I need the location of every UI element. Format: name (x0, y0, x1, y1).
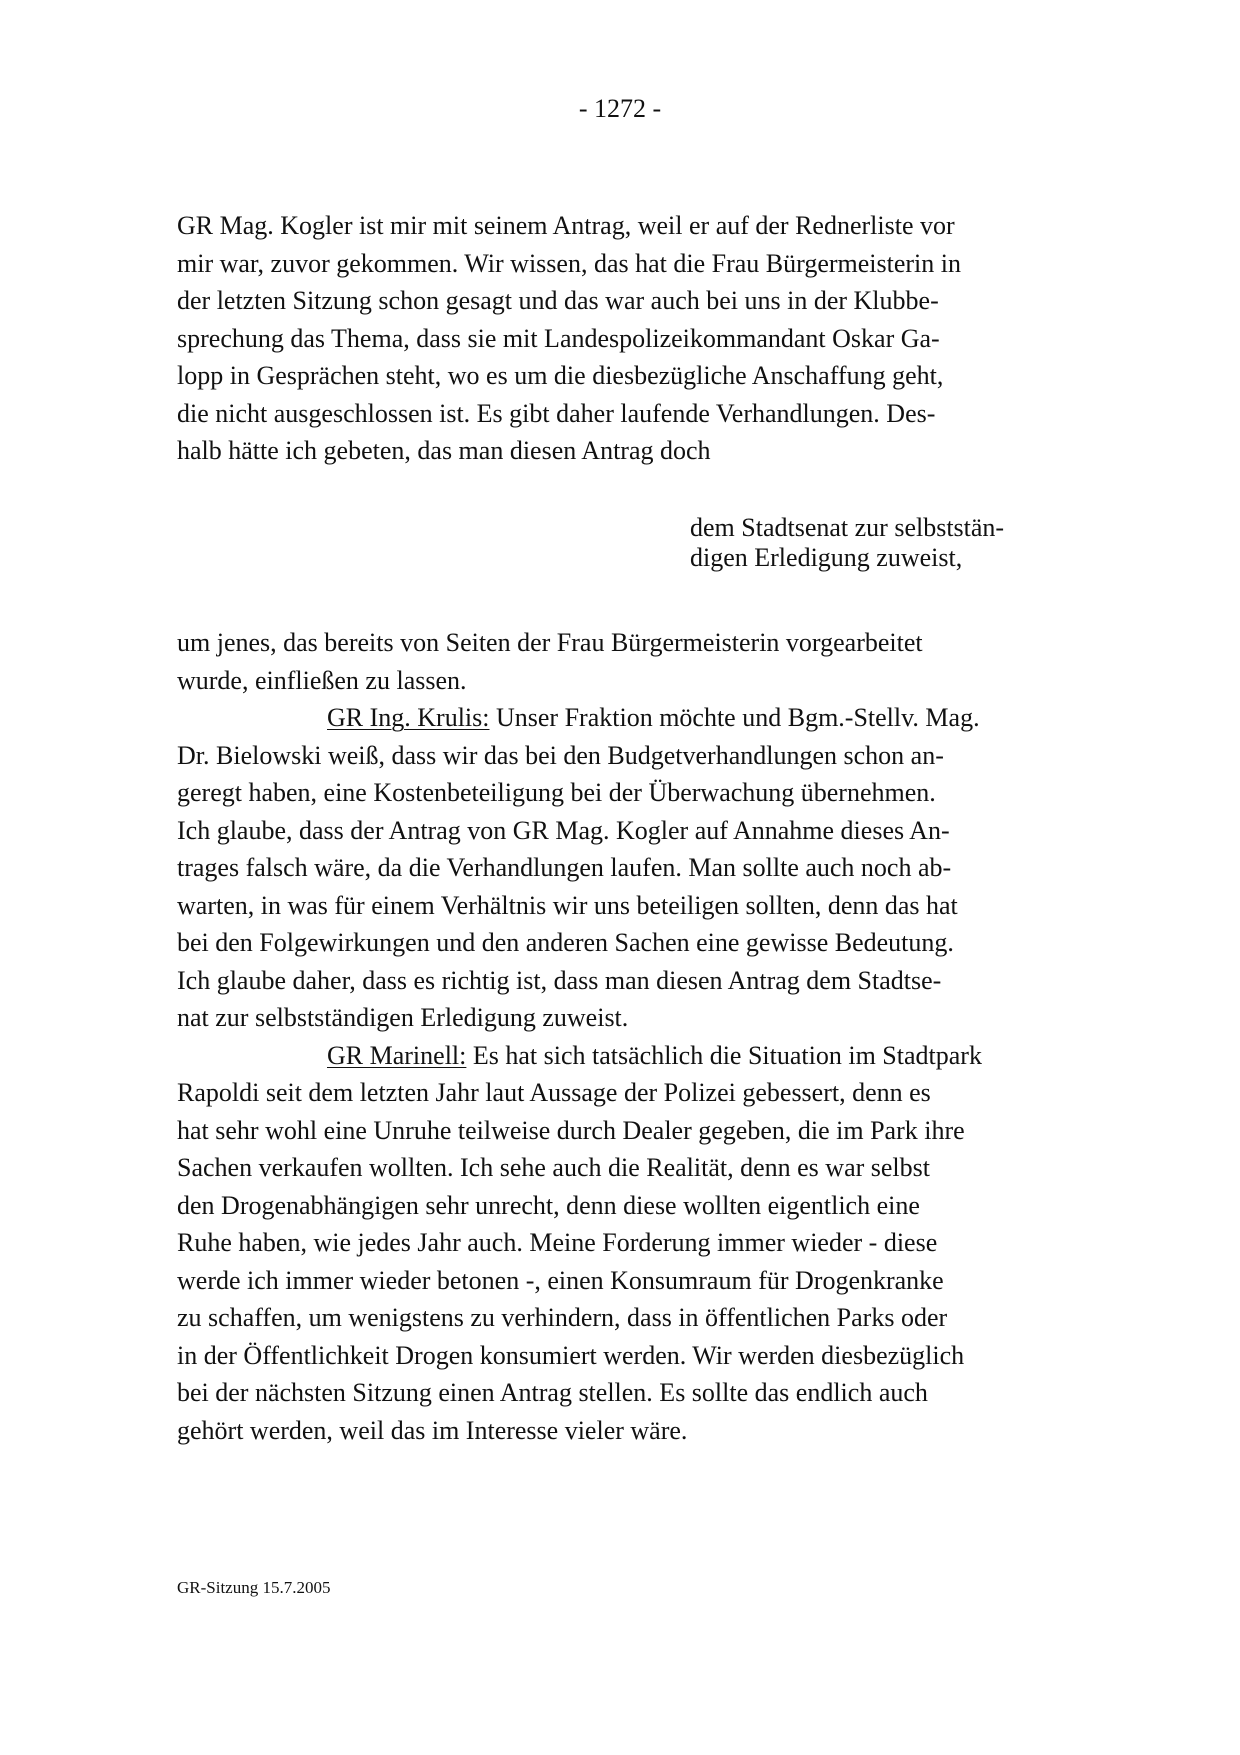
text-line: Dr. Bielowski weiß, dass wir das bei den Budgetverhandlungen schon an- (177, 740, 944, 770)
footer-session-date: GR-Sitzung 15.7.2005 (177, 1578, 331, 1597)
text-line: sprechung das Thema, dass sie mit Landespolizeikommandant Oskar Ga- (177, 323, 940, 353)
text-line: Sachen verkaufen wollten. Ich sehe auch die Realität, denn es war selbst (177, 1153, 930, 1182)
paragraph-continuation (177, 624, 1065, 1449)
text-line: um jenes, das bereits von Seiten der Frau Bürgermeisterin vorgearbeitet (177, 628, 923, 657)
text-line: wurde, einfließen zu lassen. (177, 665, 467, 695)
text-line: hat sehr wohl eine Unruhe teilweise durch Dealer gegeben, die im Park ihre (177, 1115, 965, 1145)
text-line: halb hätte ich gebeten, das man diesen Antrag doch (177, 436, 711, 465)
text-line: mir war, zuvor gekommen. Wir wissen, das hat die Frau Bürgermeisterin in (177, 248, 961, 278)
paragraph-kogler-context (177, 207, 1065, 470)
speech-first-line (177, 699, 1065, 737)
speaker-name: GR Ing. Krulis: (327, 703, 490, 732)
speech-first-line (177, 1037, 1065, 1075)
text-line: zu schaffen, um wenigstens zu verhindern, dass in öffentlichen Parks oder (177, 1303, 948, 1332)
text-line: nat zur selbstständigen Erledigung zuweist. (177, 1003, 629, 1032)
text-line: die nicht ausgeschlossen ist. Es gibt daher laufende Verhandlungen. Des- (177, 398, 936, 428)
text-line: der letzten Sitzung schon gesagt und das war auch bei uns in der Klubbe- (177, 286, 939, 315)
text-line: gehört werden, weil das im Interesse vieler wäre. (177, 1415, 688, 1445)
text-line: lopp in Gesprächen steht, wo es um die diesbezügliche Anschaffung geht, (177, 361, 944, 390)
text-line: dem Stadtsenat zur selbststän- (690, 513, 1005, 542)
text-line: werde ich immer wieder betonen -, einen Konsumraum für Drogenkranke (177, 1265, 944, 1295)
text-line: digen Erledigung zuweist, (690, 543, 963, 572)
text-line: geregt haben, eine Kostenbeteiligung bei der Überwachung übernehmen. (177, 778, 936, 807)
speech-text: Es hat sich tatsächlich die Situation im Stadtpark (466, 1040, 982, 1070)
indented-motion-quote (690, 513, 1090, 573)
text-line: in der Öffentlichkeit Drogen konsumiert werden. Wir werden diesbezüglich (177, 1340, 965, 1370)
text-line: Ruhe haben, wie jedes Jahr auch. Meine Forderung immer wieder - diese (177, 1228, 938, 1257)
text-line: bei der nächsten Sitzung einen Antrag stellen. Es sollte das endlich auch (177, 1378, 928, 1407)
page-number: - 1272 - (578, 94, 662, 123)
text-line: den Drogenabhängigen sehr unrecht, denn diese wollten eigentlich eine (177, 1190, 920, 1220)
text-line: Rapoldi seit dem letzten Jahr laut Aussage der Polizei gebessert, denn es (177, 1078, 931, 1107)
text-line: Ich glaube, dass der Antrag von GR Mag. Kogler auf Annahme dieses An- (177, 815, 950, 845)
speech-text: Unser Fraktion möchte und Bgm.-Stellv. Mag. (489, 703, 980, 732)
text-line: Ich glaube daher, dass es richtig ist, dass man diesen Antrag dem Stadtse- (177, 965, 942, 995)
speaker-name: GR Marinell: (327, 1040, 467, 1070)
text-line: trages falsch wäre, da die Verhandlungen laufen. Man sollte auch noch ab- (177, 853, 952, 882)
text-line: GR Mag. Kogler ist mir mit seinem Antrag, weil er auf der Rednerliste vor (177, 211, 955, 240)
text-line: bei den Folgewirkungen und den anderen Sachen eine gewisse Bedeutung. (177, 928, 954, 957)
text-line: warten, in was für einem Verhältnis wir uns beteiligen sollten, denn das hat (177, 890, 958, 920)
